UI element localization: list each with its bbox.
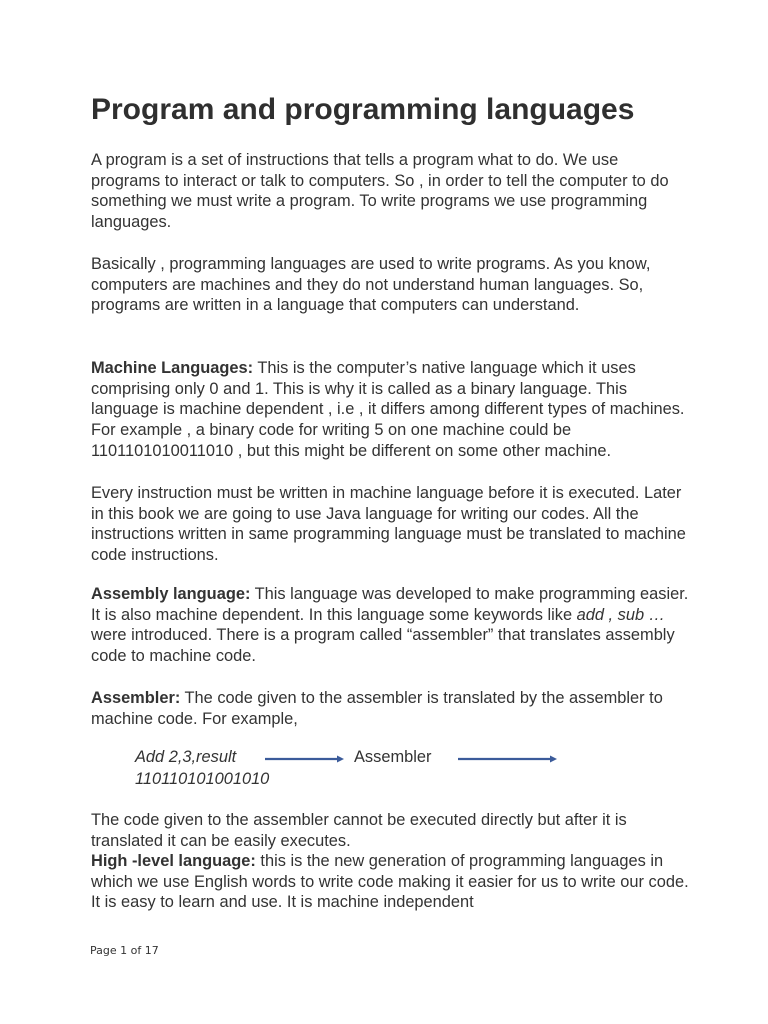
intro-paragraph: A program is a set of instructions that tells a program what to do. We use programs to interact or talk to computers. So , in order to tell the computer to do something we must write a program. To write programs we use programming languages. bbox=[91, 151, 669, 232]
example-assembler-label: Assembler bbox=[354, 748, 432, 766]
machine-languages-paragraph bbox=[91, 358, 691, 462]
assembly-keywords: add , sub … bbox=[576, 605, 666, 624]
arrow-right-icon bbox=[457, 752, 559, 766]
arrow-right-icon bbox=[264, 752, 346, 766]
page-title: Program and programming languages bbox=[91, 93, 635, 126]
assembly-language-heading: Assembly language: bbox=[91, 585, 251, 603]
assembly-language-paragraph bbox=[91, 584, 691, 667]
high-level-language-paragraph bbox=[91, 851, 691, 913]
machine-languages-text: This is the computer’s native language which it uses comprising only 0 and 1. This is why it is called as a binary language. This language is machine dependent , i.e , it differs among different types of machines. For example , a binary code for writing 5 on one machine could be 1101101010011010 , but this might be different on some other machine. bbox=[91, 359, 685, 460]
assembly-language-text-2: were introduced. There is a program called “assembler” that translates assembly code to machine code. bbox=[91, 626, 675, 666]
programming-languages-paragraph: Basically , programming languages are used to write programs. As you know, computers are machines and they do not understand human languages. So, programs are written in a language that computers can understand. bbox=[91, 255, 651, 315]
assembly-language-text-1: This language was developed to make programming easier. It is also machine dependent. In this language some keywords like bbox=[91, 585, 689, 624]
instruction-paragraph: Every instruction must be written in machine language before it is executed. Later in this book we are going to use Java language for writing our codes. All the instructions written in same programming language must be translated to machine code instructions. bbox=[91, 484, 686, 565]
assembler-heading: Assembler: bbox=[91, 689, 181, 707]
assembler-paragraph bbox=[91, 688, 691, 729]
machine-languages-heading: Machine Languages: bbox=[91, 359, 254, 377]
high-level-language-heading: High -level language: bbox=[91, 852, 256, 870]
example-input-code: Add 2,3,result bbox=[135, 748, 237, 766]
example-output-code: 110110101001010 bbox=[135, 770, 270, 788]
page-number-footer: Page 1 of 17 bbox=[90, 944, 159, 957]
assembler-note-paragraph: The code given to the assembler cannot be executed directly but after it is translated it can be easily executes. bbox=[91, 811, 627, 850]
high-level-language-text: this is the new generation of programming languages in which we use English words to write code making it easier for us to write our code. It is easy to learn and use. It is machine independent bbox=[91, 852, 689, 912]
assembler-text: The code given to the assembler is translated by the assembler to machine code. For example, bbox=[91, 689, 663, 728]
